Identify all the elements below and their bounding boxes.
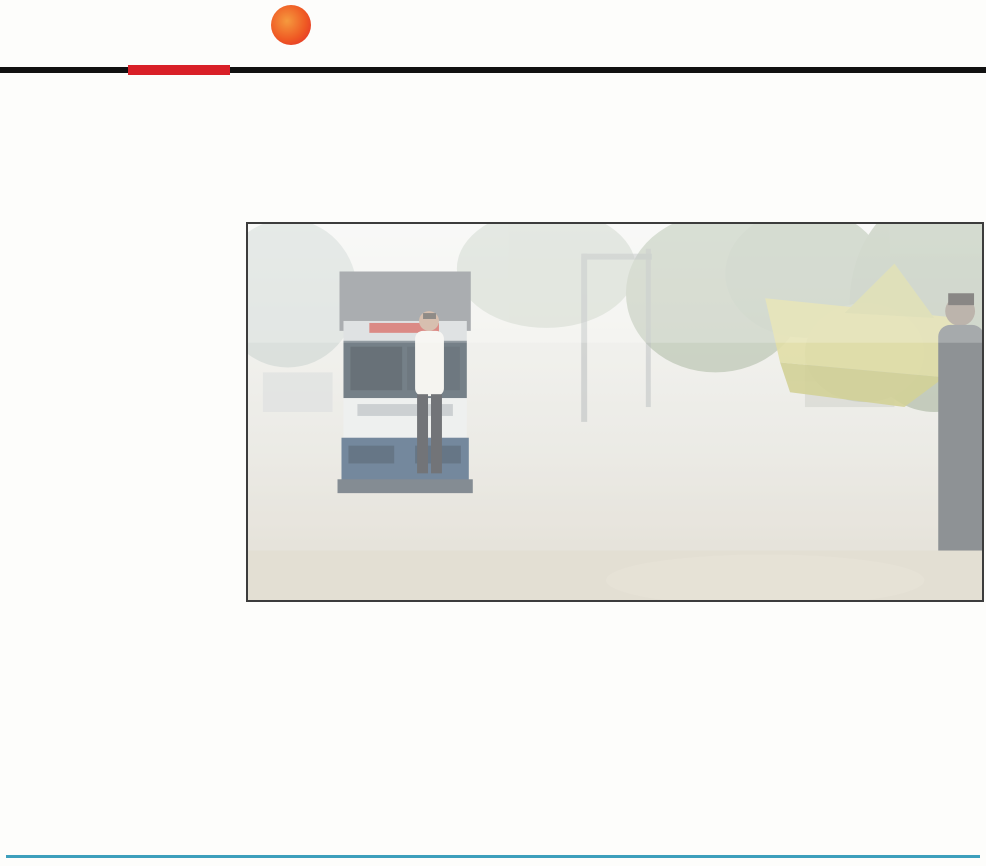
article-column-1 (4, 224, 240, 856)
article-column-2 (252, 609, 486, 859)
sky-haze (248, 224, 982, 343)
masthead-ribbon (128, 65, 230, 75)
protest-photo-illustration (248, 224, 982, 600)
article-paragraph (4, 224, 240, 248)
article-column-4 (741, 609, 980, 859)
article-column-3 (497, 609, 728, 859)
sun-icon (271, 5, 311, 45)
article-photo (246, 222, 984, 602)
bottom-rule (6, 855, 980, 858)
